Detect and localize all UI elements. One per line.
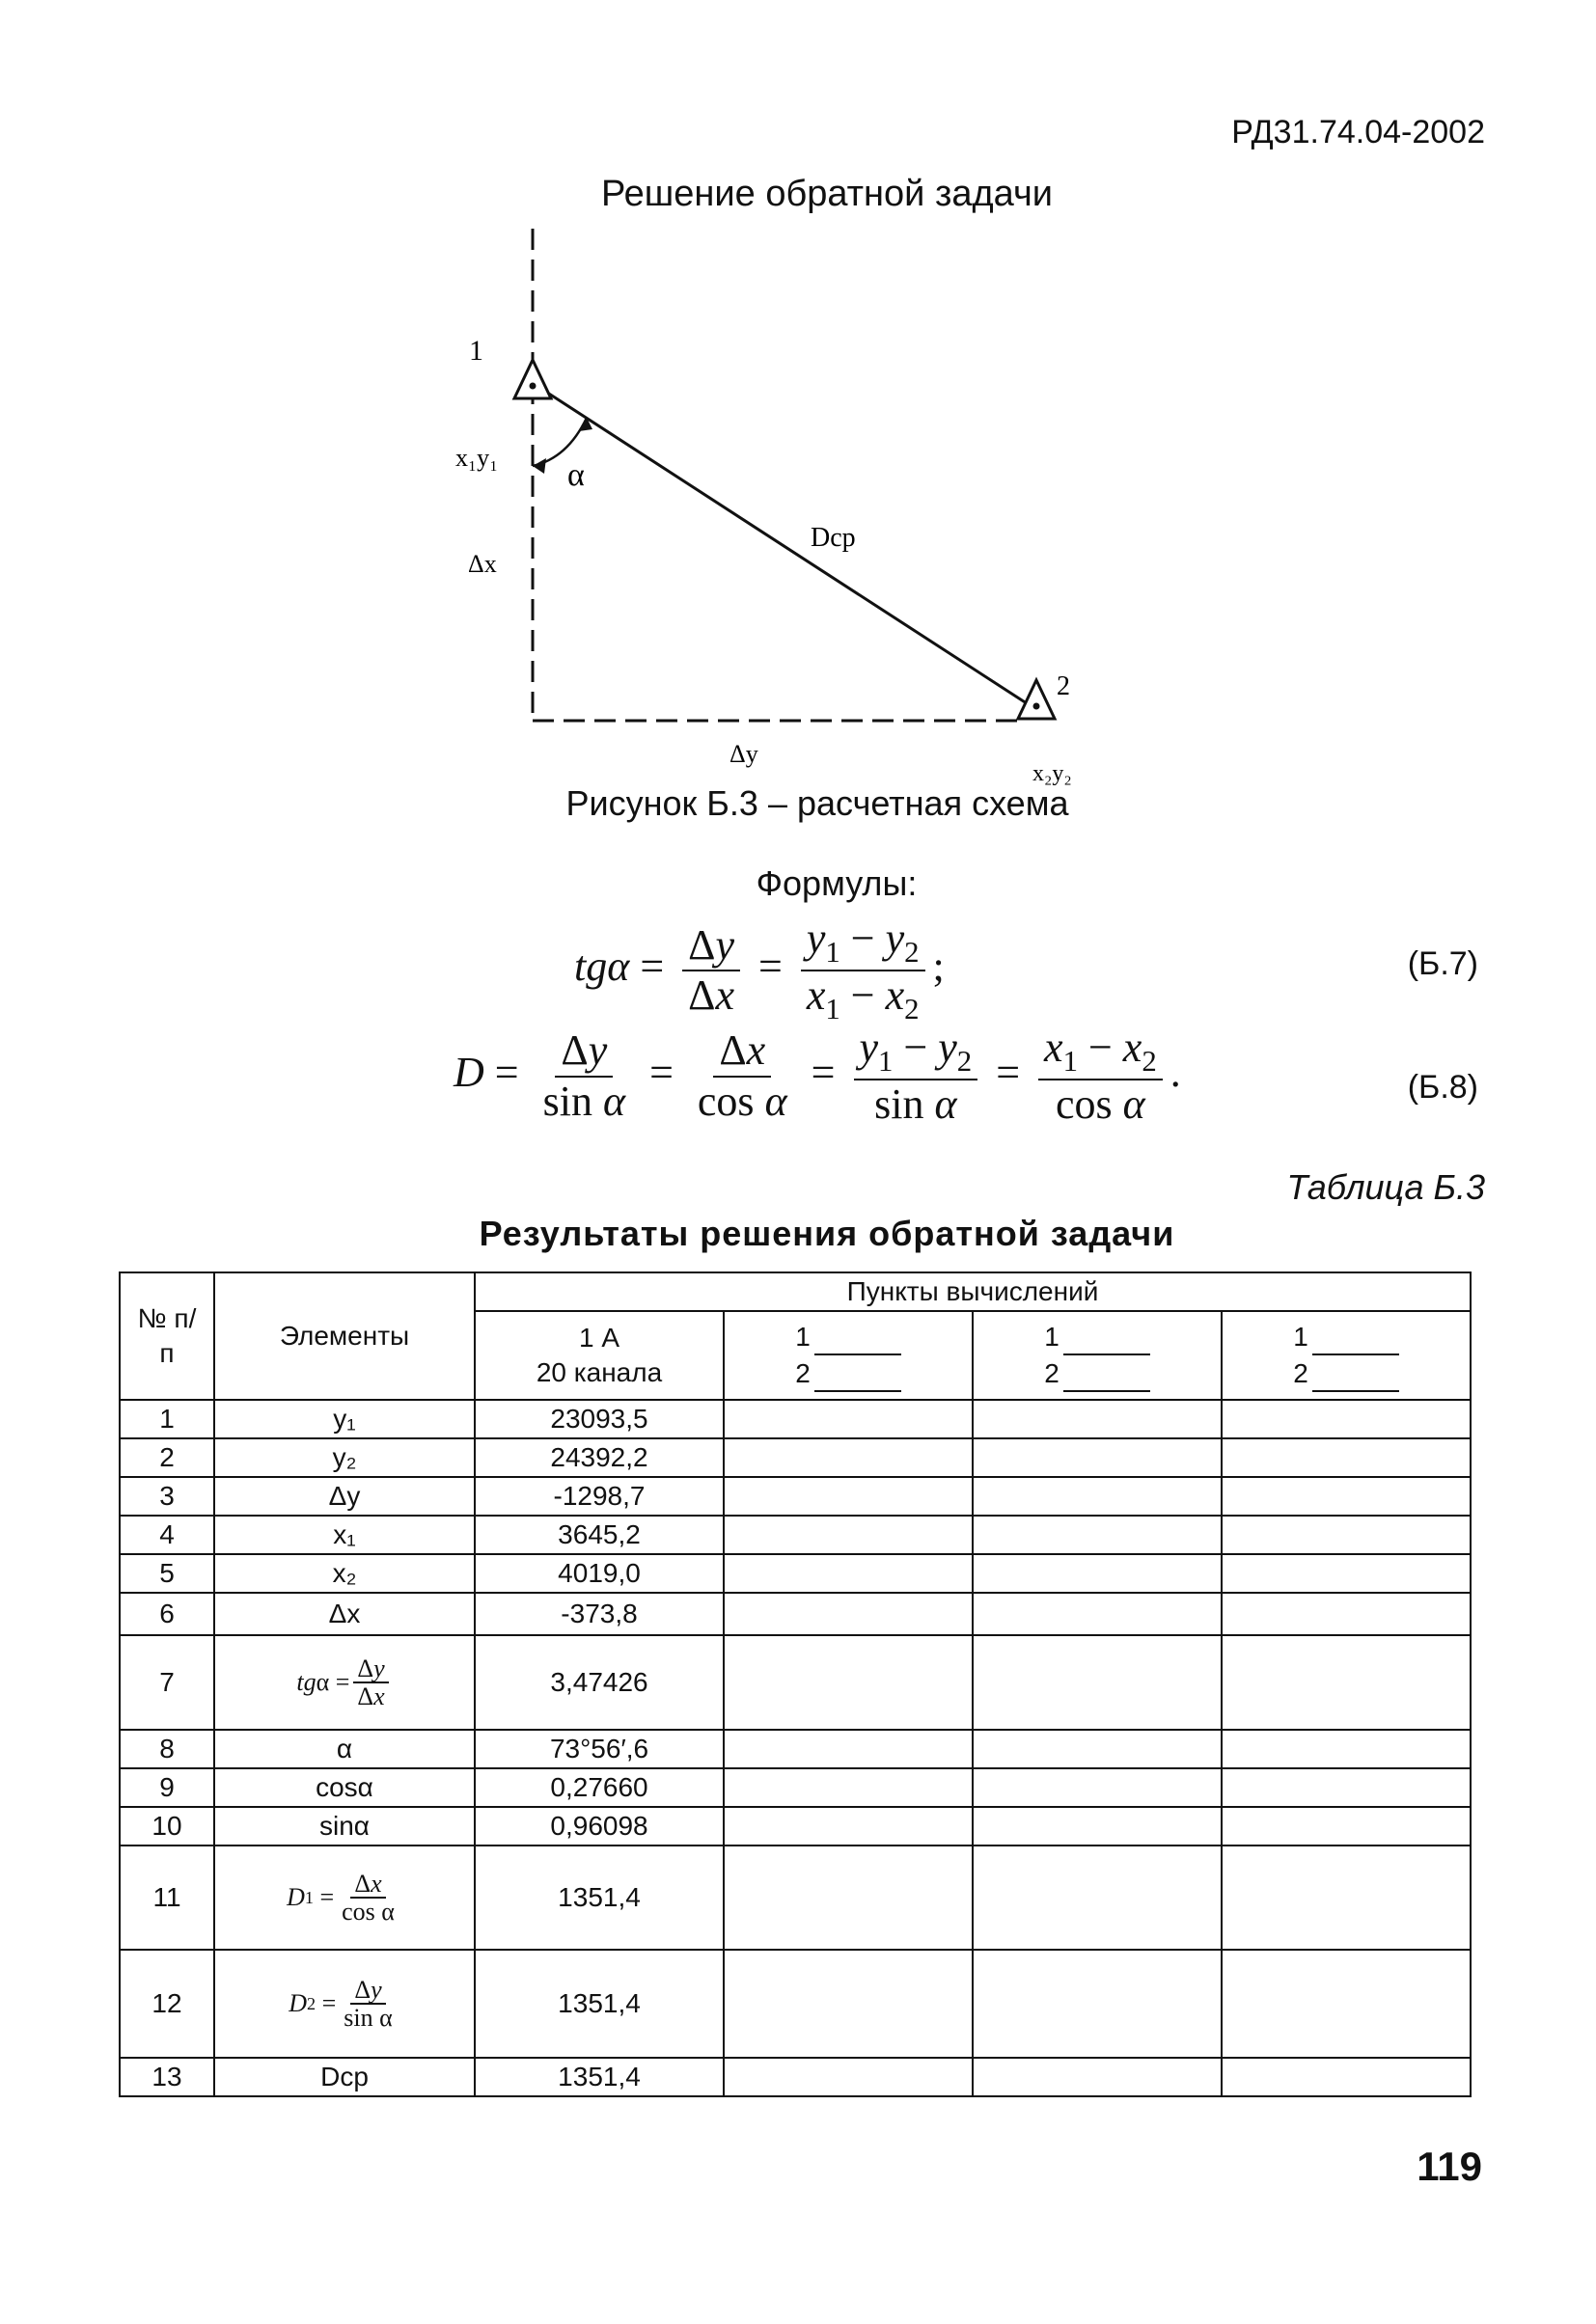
row-number: 5 <box>120 1554 214 1593</box>
row-element: Dcp <box>214 2058 475 2096</box>
row-element-formula: D 2 = $\frac{\Delta y}{\text{sin α}}$ <box>214 1950 475 2058</box>
calculation-diagram <box>425 217 1119 796</box>
point2-marker <box>1018 680 1055 719</box>
section-title: Решение обратной задачи <box>600 174 1054 214</box>
table-row <box>120 1554 1471 1593</box>
table-row <box>120 1768 1471 1807</box>
table-row <box>120 1807 1471 1846</box>
row-number: 7 <box>120 1635 214 1730</box>
formulas-label: Формулы: <box>756 863 918 903</box>
blank-col-label-2: 2 <box>1293 1358 1308 1388</box>
blank-col-header <box>1222 1311 1471 1400</box>
blank-col-header <box>973 1311 1222 1400</box>
table-row <box>120 1477 1471 1516</box>
row-value: 1351,4 <box>475 1846 724 1950</box>
row-number: 10 <box>120 1807 214 1846</box>
row-number: 3 <box>120 1477 214 1516</box>
row-number: 11 <box>120 1846 214 1950</box>
document-code: РД31.74.04-2002 <box>1231 114 1485 150</box>
row-value: -1298,7 <box>475 1477 724 1516</box>
blank-col-label-2: 2 <box>1044 1358 1059 1388</box>
row-value: 24392,2 <box>475 1438 724 1477</box>
row-value: 73°56′,6 <box>475 1730 724 1768</box>
point1-marker <box>514 360 551 398</box>
table-row <box>120 1438 1471 1477</box>
row-number: 2 <box>120 1438 214 1477</box>
table-title: Результаты решения обратной задачи <box>479 1214 1175 1253</box>
row-element: y₁ <box>214 1400 475 1438</box>
angle-label: α <box>567 457 585 493</box>
table-row <box>120 1635 1471 1730</box>
col-1a-header-line1: 1 А <box>578 1322 620 1353</box>
row-number: 6 <box>120 1593 214 1635</box>
row-value: -373,8 <box>475 1593 724 1635</box>
row-value: 0,27660 <box>475 1768 724 1807</box>
results-table <box>119 1271 1472 2097</box>
blank-col-header <box>724 1311 973 1400</box>
equation-number-b7: (Б.7) <box>1407 945 1478 982</box>
row-element: y₂ <box>214 1438 475 1477</box>
row-value: 0,96098 <box>475 1807 724 1846</box>
table-row <box>120 1593 1471 1635</box>
distance-line <box>538 387 1032 707</box>
row-number: 9 <box>120 1768 214 1807</box>
blank-col-label-1: 1 <box>795 1322 811 1353</box>
point1-coords-label: x₁y₁ <box>455 444 499 472</box>
col-1a-header <box>475 1311 724 1400</box>
col-1a-header-line2: 20 канала <box>536 1357 663 1387</box>
row-value: 23093,5 <box>475 1400 724 1438</box>
table-row <box>120 1400 1471 1438</box>
table-label: Таблица Б.3 <box>1286 1167 1485 1207</box>
table-row <box>120 1516 1471 1554</box>
point2-coords-label: x₂y₂ <box>1032 761 1072 786</box>
row-element: Δy <box>214 1477 475 1516</box>
row-element: x₁ <box>214 1516 475 1554</box>
row-element: cosα <box>214 1768 475 1807</box>
equation-number-b8: (Б.8) <box>1407 1069 1478 1106</box>
row-number: 1 <box>120 1400 214 1438</box>
blank-col-label-2: 2 <box>795 1358 811 1388</box>
col-elements-header: Элементы <box>214 1272 475 1400</box>
page-number: 119 <box>1417 2144 1482 2189</box>
row-element: Δx <box>214 1593 475 1635</box>
group-header: Пункты вычислений <box>475 1272 1471 1311</box>
table-row <box>120 2058 1471 2096</box>
row-number: 13 <box>120 2058 214 2096</box>
row-element: x₂ <box>214 1554 475 1593</box>
row-value: 1351,4 <box>475 1950 724 2058</box>
row-number: 8 <box>120 1730 214 1768</box>
distance-label: Dcp <box>811 523 856 553</box>
row-number: 12 <box>120 1950 214 2058</box>
row-value: 4019,0 <box>475 1554 724 1593</box>
figure-caption: Рисунок Б.3 – расчетная схема <box>565 783 1069 823</box>
row-number: 4 <box>120 1516 214 1554</box>
table-row <box>120 1730 1471 1768</box>
col-num-header: № п/п <box>120 1272 214 1400</box>
row-value: 3,47426 <box>475 1635 724 1730</box>
blank-col-label-1: 1 <box>1044 1322 1059 1353</box>
row-element-formula: tg α = $\frac{\Delta y}{\Delta x}$ <box>214 1635 475 1730</box>
row-element-formula: D 1 = $\frac{\Delta x}{\text{cos α}}$ <box>214 1846 475 1950</box>
point2-label: 2 <box>1057 671 1070 701</box>
dx-label: Δx <box>468 550 497 578</box>
formula-b8: D = $\frac{\Delta y}{\text{sin α}}$ = $\frac{\Delta x}{\text{cos α}}$ = $\frac{y_1 - y_2}{\text{sin α}}$ = $\frac{x_1 - x_2}{\text{cos α}}$ . <box>454 1024 1181 1129</box>
row-element: α <box>214 1730 475 1768</box>
row-value: 1351,4 <box>475 2058 724 2096</box>
blank-col-label-1: 1 <box>1293 1322 1308 1353</box>
table-row <box>120 1846 1471 1950</box>
formula-b7: tgα = $\frac{\Delta y}{\Delta x}$ = $\frac{y_1 - y_2}{x_1 - x_2}$ ; <box>574 915 945 1025</box>
dy-label: Δy <box>729 740 758 768</box>
point1-label: 1 <box>469 335 483 367</box>
row-element: sinα <box>214 1807 475 1846</box>
table-row <box>120 1950 1471 2058</box>
row-value: 3645,2 <box>475 1516 724 1554</box>
